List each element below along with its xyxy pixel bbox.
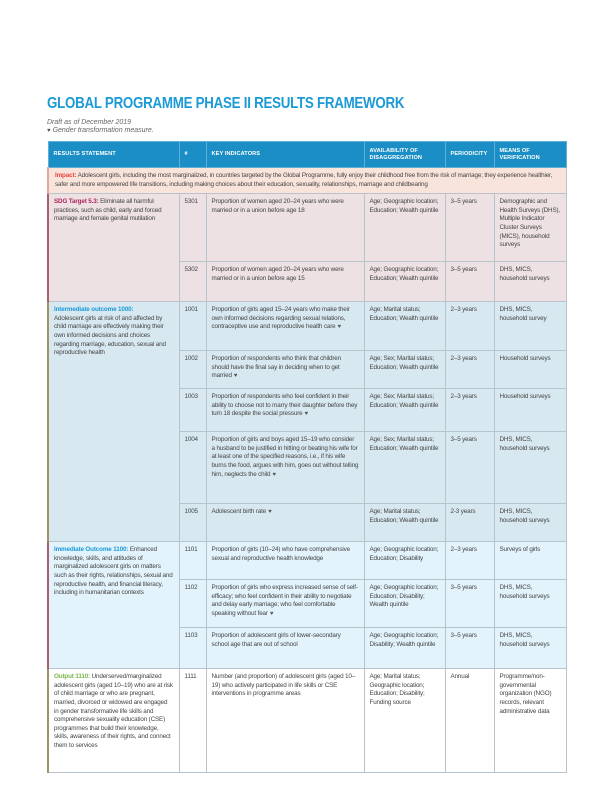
- statement-text: Eliminate all harmful practices, such as child, early and forced marriage and female genital mutilation: [54, 198, 162, 223]
- indicator-number: 1005: [179, 504, 206, 542]
- header-key-indicators: KEY INDICATORS: [206, 142, 364, 168]
- header-periodicity: PERIODICITY: [445, 142, 494, 168]
- gender-mark-icon: ♥: [233, 373, 238, 380]
- key-indicator: [206, 262, 364, 302]
- indicator-number: 1103: [179, 628, 206, 669]
- gender-mark-icon: ♥: [304, 411, 308, 418]
- key-indicator: [206, 302, 364, 351]
- disaggregation: Age; Geographic location; Disability; Wealth quintile: [364, 628, 445, 669]
- disaggregation: Age; Marital status; Education; Wealth quintile: [364, 302, 445, 351]
- gender-mark-icon: ♥: [337, 324, 341, 331]
- disaggregation: Age; Marital status; Education; Wealth quintile: [364, 504, 445, 542]
- periodicity: 3–5 years: [445, 194, 494, 262]
- indicator-text: Proportion of girls and boys aged 15–19 who consider a husband to be justified in hitting or beating his wife for at least one of the specified reasons, i.e., if his wife burns the food, argues with him, goes out without telling him, neglects the child: [211, 436, 359, 478]
- page-title: GLOBAL PROGRAMME PHASE II RESULTS FRAMEWORK: [47, 95, 405, 112]
- indicator-text: Proportion of women aged 20–24 years who were married or in a union before age 15: [211, 266, 344, 282]
- statement-label: Immediate Outcome 1100:: [54, 546, 129, 554]
- key-indicator: [206, 628, 364, 669]
- indicator-text: Proportion of women aged 20–24 years who were married or in a union before age 18: [211, 198, 344, 214]
- disaggregation: Age; Geographic location; Education; Disability: [364, 542, 445, 580]
- indicator-text: Proportion of girls aged 15–24 years who make their own informed decisions regarding sexual relations, contraceptive use and reproductive health care: [211, 306, 350, 331]
- results-statement: [48, 302, 179, 542]
- means-of-verification: DHS, MICS, household surveys: [494, 432, 566, 504]
- gender-mark-icon: ♥: [272, 471, 276, 478]
- results-statement: [48, 669, 179, 773]
- statement-label: SDG Target 5.3:: [54, 198, 99, 206]
- periodicity: 2-3 years: [445, 504, 494, 542]
- header-disaggregation: AVAILABILITY OF DISAGGREGATION: [364, 142, 445, 168]
- impact-label: Impact:: [55, 172, 77, 179]
- statement-text: Underserved/marginalized adolescent girls (aged 10–19) who are at risk of child marriage or who are pregnant, married, divorced or widowed are engaged in gender transformative life skills and comprehensive sexuality education (CSE) programmes that build their knowledge, skills, awareness of their rights, and connect them to services: [54, 673, 173, 749]
- means-of-verification: Demographic and Health Surveys (DHS), Multiple Indicator Cluster Surveys (MICS), household surveys: [494, 194, 566, 262]
- means-of-verification: DHS, MICS, household surveys: [494, 628, 566, 669]
- indicator-number: 1004: [179, 432, 206, 504]
- indicator-row: [48, 542, 566, 580]
- key-indicator: [206, 351, 364, 389]
- indicator-number: 1003: [179, 389, 206, 432]
- subtitle: [47, 119, 154, 135]
- disaggregation: Age; Sex; Marital status; Education; Wealth quintile: [364, 432, 445, 504]
- periodicity: 3–5 years: [445, 262, 494, 302]
- statement-label: Intermediate outcome 1000:: [54, 306, 134, 314]
- indicator-text: Proportion of adolescent girls of lower-secondary school age that are out of school: [211, 632, 341, 648]
- key-indicator: [206, 194, 364, 262]
- indicator-number: 1001: [179, 302, 206, 351]
- statement-text: Enhanced knowledge, skills, and attitudes of marginalized adolescent girls on matters such as their rights, relationships, sexual and reproductive health, and financial literacy, including in humanitarian contexts: [54, 546, 173, 597]
- disaggregation: Age; Marital status; Geographic location; Education; Disability; Funding source: [364, 669, 445, 773]
- indicator-text: Number (and proportion) of adolescent girls (aged 10–19) who actively participated in life skills or CSE interventions in programme areas: [211, 673, 356, 698]
- indicator-number: 1102: [179, 580, 206, 628]
- legend-note: [47, 127, 154, 135]
- periodicity: 2–3 years: [445, 389, 494, 432]
- gender-mark-icon: ♥: [269, 610, 274, 617]
- periodicity: 2–3 years: [445, 351, 494, 389]
- disaggregation: Age; Sex; Marital status; Education; Wealth quintile: [364, 351, 445, 389]
- indicator-number: 5302: [179, 262, 206, 302]
- indicator-number: 1002: [179, 351, 206, 389]
- key-indicator: [206, 504, 364, 542]
- results-table: [47, 141, 567, 773]
- key-indicator: [206, 669, 364, 773]
- key-indicator: [206, 542, 364, 580]
- periodicity: 3–5 years: [445, 432, 494, 504]
- results-statement: [48, 194, 179, 302]
- key-indicator: [206, 432, 364, 504]
- indicator-number: 1111: [179, 669, 206, 773]
- means-of-verification: Household surveys: [494, 351, 566, 389]
- means-of-verification: DHS, MICS, household surveys: [494, 262, 566, 302]
- indicator-row: [48, 194, 566, 262]
- indicator-number: 1101: [179, 542, 206, 580]
- impact-statement: [48, 168, 566, 194]
- indicator-number: 5301: [179, 194, 206, 262]
- disaggregation: Age; Geographic location; Education; Disability; Wealth quintile: [364, 580, 445, 628]
- legend-text: Gender transformation measure.: [52, 127, 154, 134]
- periodicity: Annual: [445, 669, 494, 773]
- draft-date: Draft as of December 2019: [47, 119, 132, 126]
- means-of-verification: DHS, MICS, household surveys: [494, 504, 566, 542]
- periodicity: 2–3 years: [445, 542, 494, 580]
- periodicity: 2–3 years: [445, 302, 494, 351]
- indicator-text: Proportion of girls (10–24) who have comprehensive sexual and reproductive health knowledge: [211, 546, 350, 562]
- means-of-verification: Surveys of girls: [494, 542, 566, 580]
- indicator-row: [48, 302, 566, 351]
- key-indicator: [206, 389, 364, 432]
- header-row: [48, 142, 566, 168]
- periodicity: 3–5 years: [445, 580, 494, 628]
- means-of-verification: Household surveys: [494, 389, 566, 432]
- indicator-row: [48, 669, 566, 773]
- header-means-of-verification: MEANS OF VERIFICATION: [494, 142, 566, 168]
- disaggregation: Age; Geographic location; Education; Wealth quintile: [364, 262, 445, 302]
- means-of-verification: Programme/non-governmental organization (NGO) records, relevant administrative data: [494, 669, 566, 773]
- impact-text: Adolescent girls, including the most marginalized, in countries targeted by the Global Programme, fully enjoy their childhood free from the risk of marriage; they experience healthier, safer and more empowered life transitions, including making choices about their education, sexuality, relationships, marriage and childbearing: [55, 172, 553, 188]
- results-statement: [48, 542, 179, 669]
- gender-mark-icon: ♥: [47, 128, 51, 134]
- means-of-verification: DHS, MICS, household surveys: [494, 580, 566, 628]
- indicator-text: Adolescent birth rate: [211, 508, 267, 516]
- statement-label: Output 1110:: [54, 673, 90, 681]
- disaggregation: Age; Geographic location; Education; Wealth quintile: [364, 194, 445, 262]
- indicator-text: Proportion of respondents who feel confident in their ability to choose not to marry their daughter before they turn 18 despite the social pressure: [211, 393, 358, 418]
- key-indicator: [206, 580, 364, 628]
- impact-row: [48, 168, 566, 194]
- means-of-verification: DHS, MICS, household survey: [494, 302, 566, 351]
- periodicity: 3–5 years: [445, 628, 494, 669]
- statement-text: Adolescent girls at risk of and affected by child marriage are effectively making their own informed decisions and choices regarding marriage, education, sexual and reproductive health: [54, 314, 166, 357]
- header-results-statement: RESULTS STATEMENT: [48, 142, 179, 168]
- disaggregation: Age; Sex; Marital status; Education; Wealth quintile: [364, 389, 445, 432]
- indicator-text: Proportion of respondents who think that children should have the final say in deciding when to get married: [211, 355, 342, 380]
- header-number: #: [179, 142, 206, 168]
- gender-mark-icon: ♥: [268, 509, 272, 516]
- indicator-text: Proportion of girls who express increased sense of self-efficacy; who feel confident in their ability to negotiate and delay early marriage; who feel comfortable speaking without fear: [211, 584, 358, 617]
